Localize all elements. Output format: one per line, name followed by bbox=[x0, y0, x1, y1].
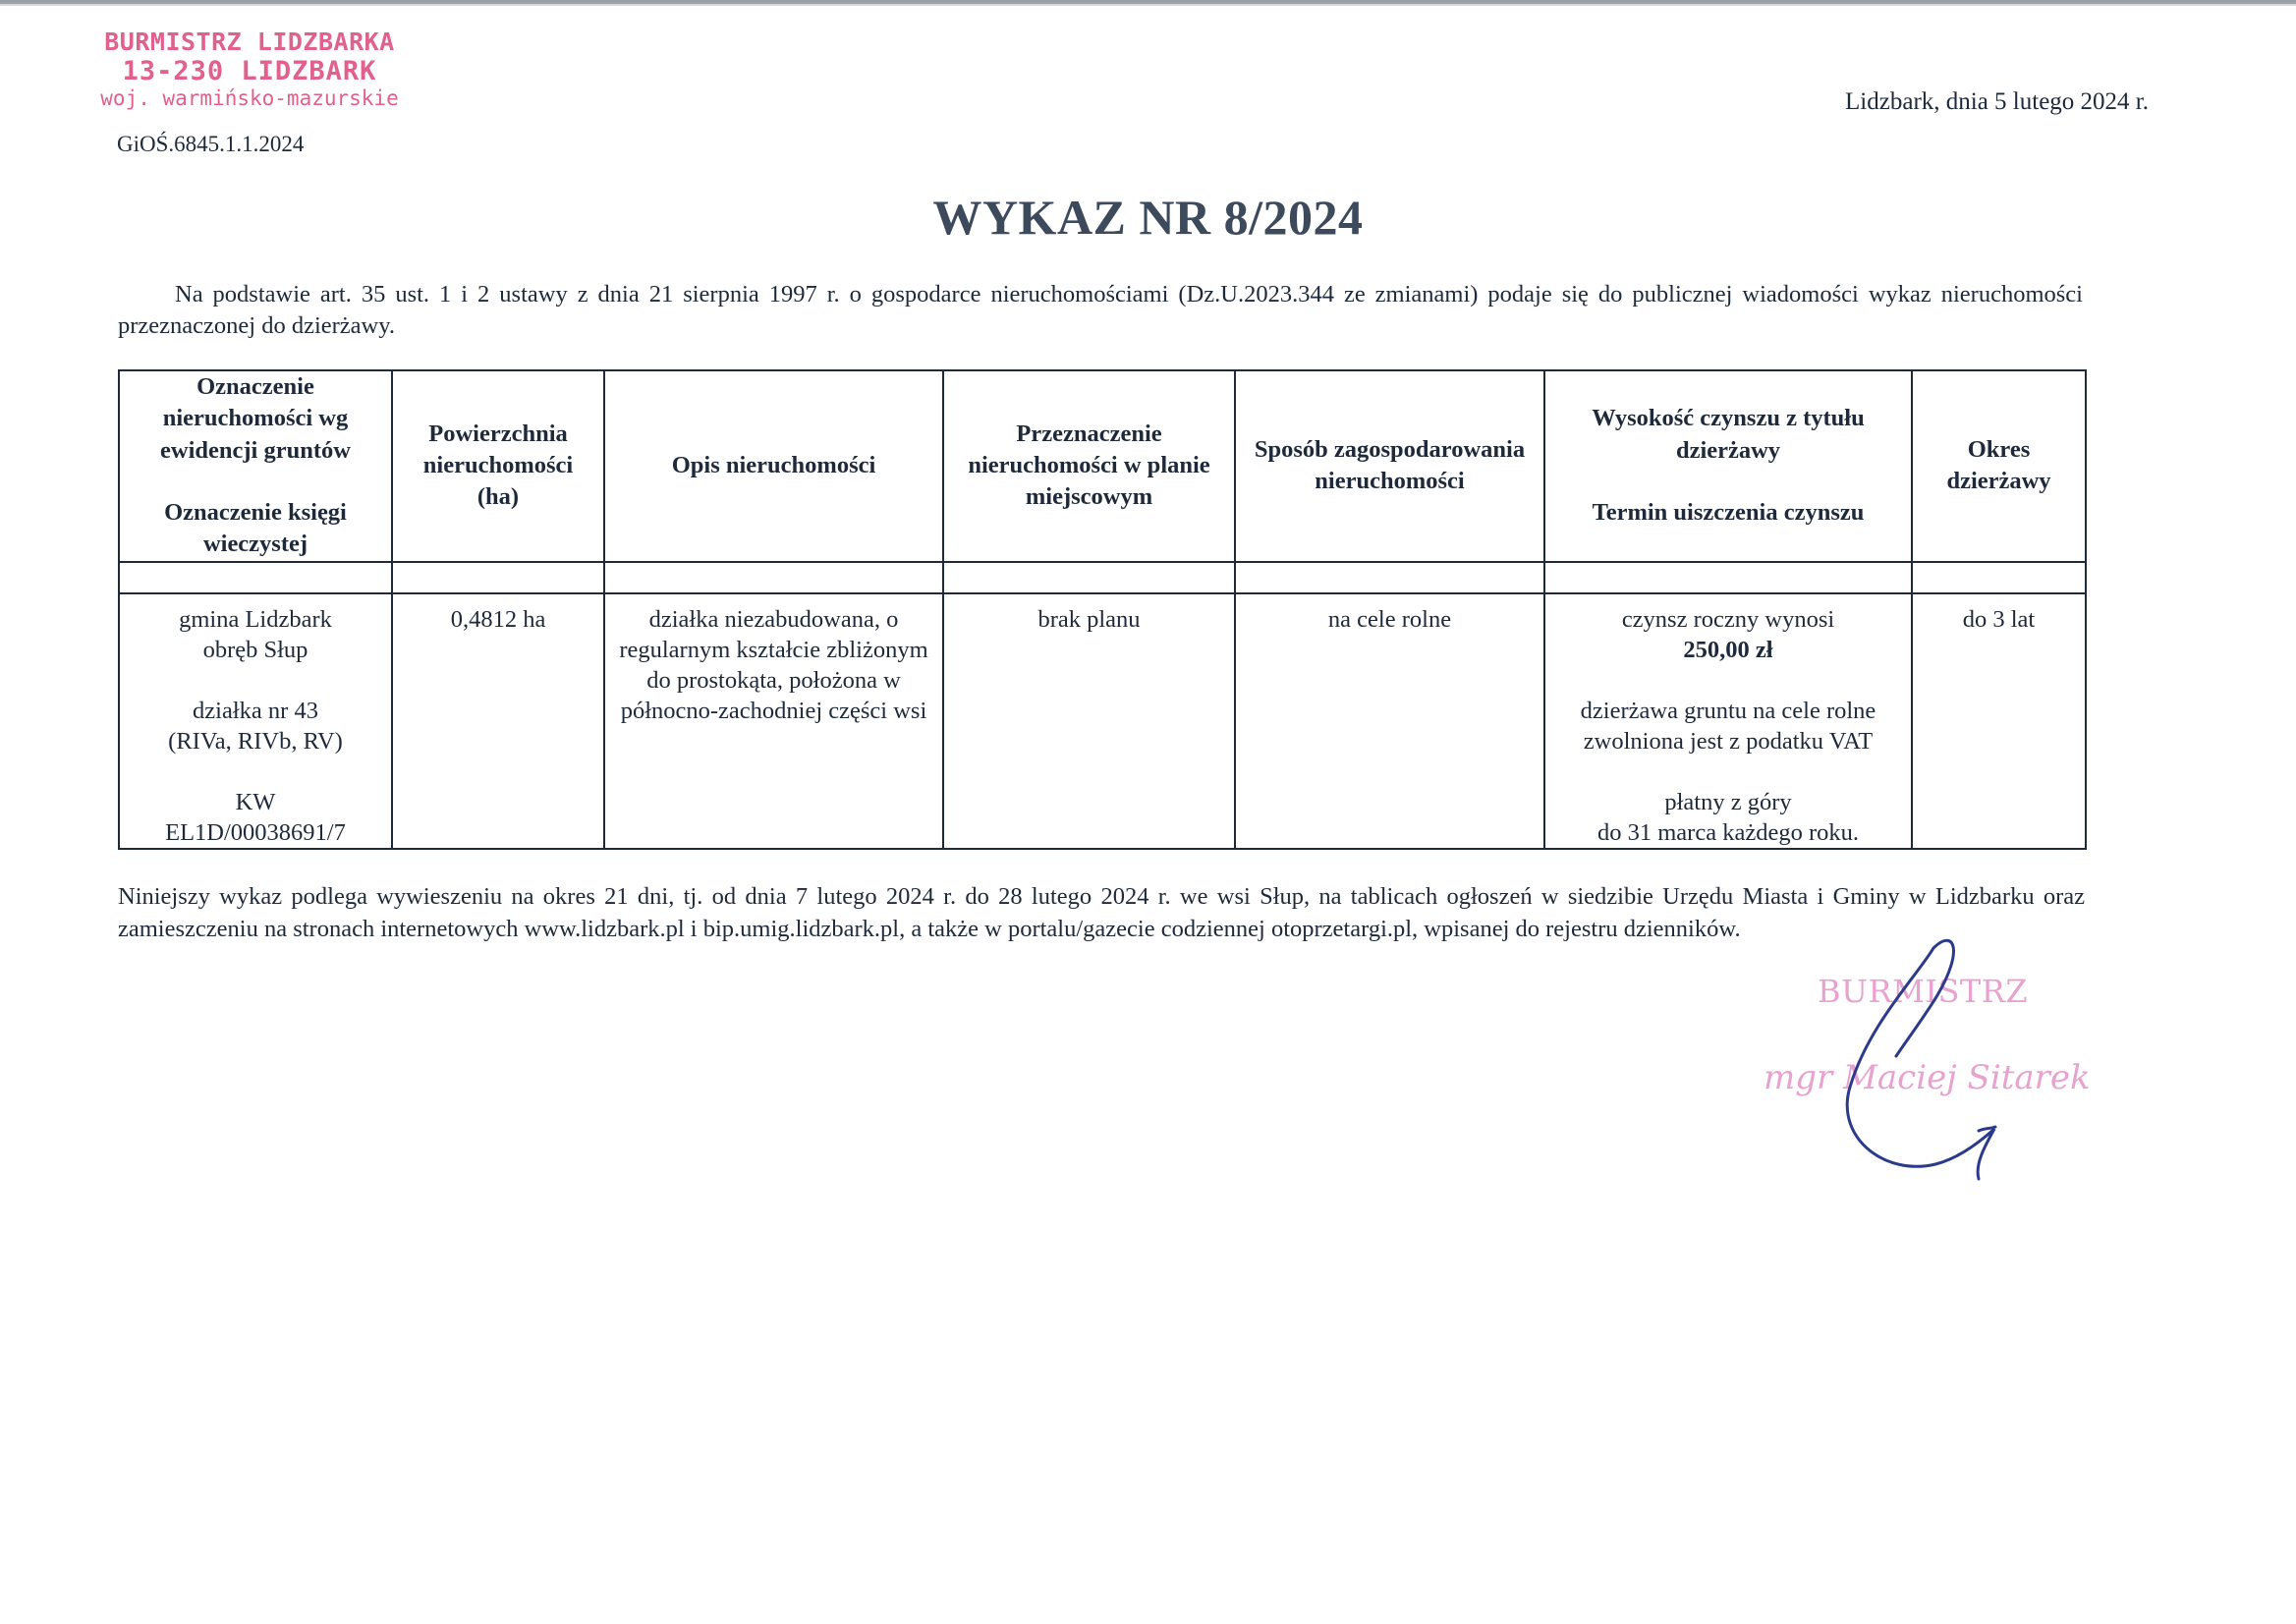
property-table bbox=[118, 369, 2087, 850]
header-col1-a: Oznaczenie nieruchomości wg ewidencji gruntów bbox=[160, 373, 351, 464]
table-header-row bbox=[119, 370, 2086, 562]
office-stamp bbox=[73, 28, 426, 111]
soil-classes: (RIVa, RIVb, RV) bbox=[168, 727, 343, 755]
intro-text: Na podstawie art. 35 ust. 1 i 2 ustawy z dnia 21 sierpnia 1997 r. o gospodarce nieruchomościami (Dz.U.2023.344 ze zmianami) podaje się do publicznej wiadomości wykaz nieruchomości przeznaczonej do dzierżawy. bbox=[118, 281, 2083, 340]
header-period: Okres dzierżawy bbox=[1912, 370, 2086, 562]
kw-number: EL1D/00038691/7 bbox=[165, 819, 346, 847]
cell-period: do 3 lat bbox=[1912, 593, 2086, 850]
cell-zoning: brak planu bbox=[943, 593, 1235, 850]
header-description: Opis nieruchomości bbox=[604, 370, 943, 562]
kw-label: KW bbox=[235, 789, 276, 816]
stamp-line-2: 13-230 LIDZBARK bbox=[122, 56, 377, 86]
header-col6-b: Termin uiszczenia czynszu bbox=[1592, 498, 1865, 526]
table-row bbox=[119, 593, 2086, 850]
gmina: gmina Lidzbark bbox=[179, 605, 332, 633]
signature-stamp-name: mgr Maciej Sitarek bbox=[1764, 1058, 2091, 1097]
document-title: WYKAZ NR 8/2024 bbox=[932, 190, 1364, 245]
header-col6-a: Wysokość czynszu z tytułu dzierżawy bbox=[1592, 405, 1865, 464]
obreb: obręb Słup bbox=[202, 636, 308, 663]
vat-note: dzierżawa gruntu na cele rolne zwolniona jest z podatku VAT bbox=[1580, 697, 1876, 755]
cell-use: na cele rolne bbox=[1235, 593, 1544, 850]
stamp-line-1: BURMISTRZ LIDZBARKA bbox=[104, 28, 395, 56]
header-land-register bbox=[119, 370, 392, 562]
cell-land-register bbox=[119, 593, 392, 850]
header-rent bbox=[1544, 370, 1912, 562]
header-zoning: Przeznaczenie nieruchomości w planie miejscowym bbox=[943, 370, 1235, 562]
table-spacer-row bbox=[119, 562, 2086, 593]
cell-rent bbox=[1544, 593, 1912, 850]
payment-line-2: do 31 marca każdego roku. bbox=[1597, 819, 1859, 847]
signature-stamp-title: BURMISTRZ bbox=[1818, 973, 2029, 1010]
cell-description: działka niezabudowana, o regularnym kształcie zbliżonym do prostokąta, położona w północno-zachodniej części wsi bbox=[604, 593, 943, 850]
reference-number: GiOŚ.6845.1.1.2024 bbox=[117, 132, 305, 156]
header-area: Powierzchnia nieruchomości (ha) bbox=[392, 370, 604, 562]
rent-label: czynsz roczny wynosi bbox=[1621, 605, 1835, 633]
footer-paragraph: Niniejszy wykaz podlega wywieszeniu na okres 21 dni, tj. od dnia 7 lutego 2024 r. do 28 lutego 2024 r. we wsi Słup, na tablicach ogłoszeń w siedzibie Urzędu Miasta i Gminy w Lidzbarku oraz zamieszczeniu na stronach internetowych www.lidzbark.pl i bip.umig.lidzbark.pl, a także w portalu/gazecie codziennej otoprzetargi.pl, wpisanej do rejestru dzienników. bbox=[118, 883, 2085, 943]
stamp-line-3: woj. warmińsko-mazurskie bbox=[100, 86, 399, 111]
payment-line-1: płatny z góry bbox=[1664, 789, 1792, 816]
handwritten-signature bbox=[1827, 919, 2004, 1184]
rent-value: 250,00 zł bbox=[1683, 636, 1773, 663]
place-date: Lidzbark, dnia 5 lutego 2024 r. bbox=[1845, 88, 2149, 115]
dzialka: działka nr 43 bbox=[193, 697, 318, 724]
intro-paragraph bbox=[118, 279, 2083, 343]
header-use: Sposób zagospodarowania nieruchomości bbox=[1235, 370, 1544, 562]
scan-top-edge-shadow bbox=[0, 4, 2296, 6]
cell-area: 0,4812 ha bbox=[392, 593, 604, 850]
header-col1-b: Oznaczenie księgi wieczystej bbox=[164, 498, 347, 558]
